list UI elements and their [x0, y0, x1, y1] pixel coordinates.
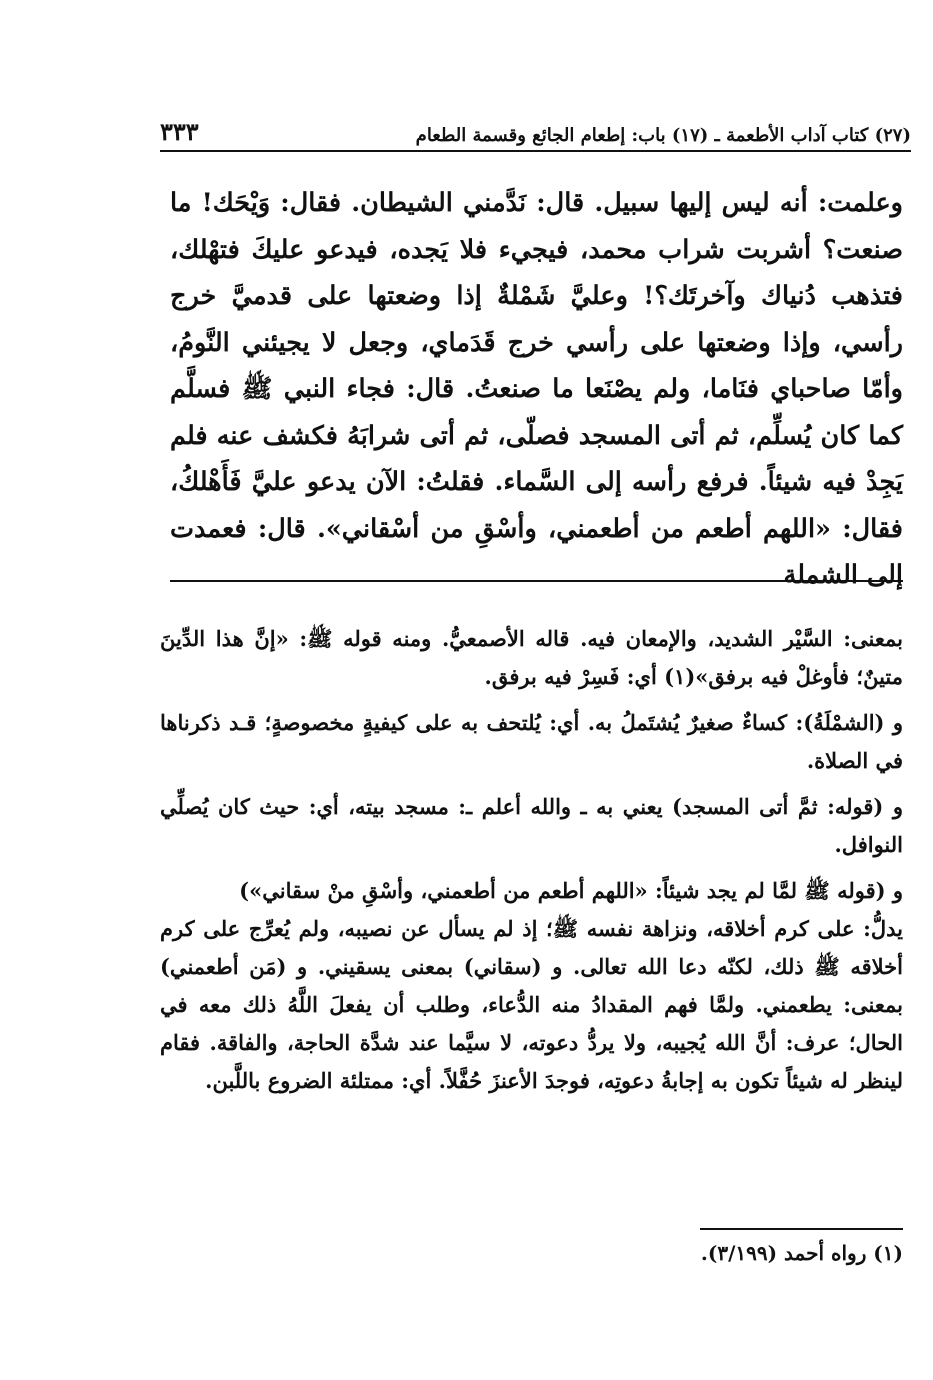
text-divider	[170, 580, 903, 582]
header-divider	[160, 150, 911, 152]
commentary-paragraph-1: بمعنى: السَّيْر الشديد، والإمعان فيه. قاله الأصمعيُّ. ومنه قوله ﷺ: «إنَّ هذا الدِّينَ متينٌ؛ فأوغلْ فيه برفق»(١) أي: فَسِرْ فيه برفق.	[160, 626, 903, 689]
commentary-block	[160, 620, 903, 1108]
footnote: (١) رواه أحمد (٣/١٩٩).	[700, 1241, 903, 1265]
main-text-block	[170, 180, 903, 599]
page-number: ٣٣٣	[160, 117, 199, 146]
running-title: (٢٧) كتاب آداب الأطعمة ـ (١٧) باب: إطعام الجائع وقسمة الطعام	[415, 125, 911, 146]
commentary-paragraph-4: و (قوله ﷺ لمَّا لم يجد شيئاً: «اللهم أطعم من أطعمني، وأسْقِ منْ سقاني»)	[239, 878, 903, 903]
main-paragraph: وعلمت: أنه ليس إليها سبيل. قال: نَدَّمني الشيطان. فقال: وَيْحَك! ما صنعت؟ أشربت شراب محمد، فيجيء فلا يَجده، فيدعو عليكَ فتهْلك، فتذهب دُنياك وآخرتَك؟! وعليَّ شَمْلةٌ إذا وضعتها على قدميَّ خرج رأسي، وإذا وضعتها على رأسي خرج قَدَماي، وجعل لا يجيئني النَّومُ، وأمّا صاحباي فنَاما، ولم يصْنَعا ما صنعتُ. قال: فجاء النبي ﷺ فسلَّم كما كان يُسلِّم، ثم أتى المسجد فصلّى، ثم أتى شرابَهُ فكشف عنه فلم يَجِدْ فيه شيئاً. فرفع رأسه إلى السَّماء. فقلتُ: الآن يدعو عليَّ فَأَهْلكُ، فقال: «اللهم أطعم من أطعمني، وأسْقِ من أسْقاني». قال: فعمدت إلى الشملة	[170, 188, 903, 590]
commentary-paragraph-2: و (الشمْلَةُ): كساءٌ صغيرٌ يُشتَملُ به. أي: يُلتحف به على كيفيةٍ مخصوصةٍ؛ قـد ذكرناها في الصلاة.	[160, 710, 903, 773]
commentary-paragraph-3: و (قوله: ثمَّ أتى المسجد) يعني به ـ والله أعلم ـ: مسجد بيته، أي: حيث كان يُصلِّي النوافل.	[160, 794, 903, 857]
commentary-paragraph-5: يدلُّ: على كرم أخلاقه، ونزاهة نفسه ﷺ؛ إذ لم يسأل عن نصيبه، ولم يُعرِّج على كرم أخلاقه ﷺ ذلك، لكنّه دعا الله تعالى. و (سقاني) بمعنى يسقيني. و (مَن أطعمني) بمعنى: يطعمني. ولمَّا فهم المقدادُ منه الدُّعاء، وطلب أن يفعلَ اللَّهُ ذلك معه في الحال؛ عرف: أنَّ الله يُجيبه، ولا يردُّ دعوته، لا سيَّما عند شدَّة الحاجة، والفاقة. فقام لينظر له شيئاً تكون به إجابةُ دعوتِه، فوجدَ الأعنزَ حُفَّلاً. أي: ممتلئة الضروع باللَّبن.	[160, 916, 903, 1093]
footnote-divider	[700, 1228, 903, 1230]
page-header	[160, 108, 911, 146]
